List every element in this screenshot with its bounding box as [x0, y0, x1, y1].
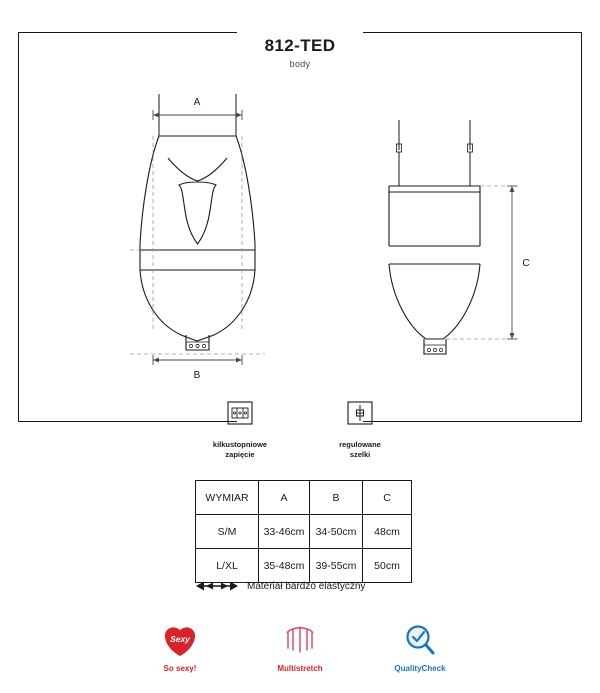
dimension-label-c: C	[522, 258, 530, 269]
table-header-cell: C	[363, 481, 412, 515]
table-cell-a: 35-48cm	[259, 549, 310, 583]
snap-closure-icon	[220, 398, 260, 432]
stretch-note	[196, 580, 365, 592]
table-header-cell: A	[259, 481, 310, 515]
table-cell-c: 48cm	[363, 515, 412, 549]
feature-label	[197, 440, 283, 460]
product-code: 812-TED	[264, 36, 336, 55]
table-cell-size: S/M	[196, 515, 259, 549]
adjustable-straps-icon	[340, 398, 380, 432]
product-type: body	[289, 59, 311, 69]
dimension-label-a: A	[193, 97, 201, 108]
badge-multistretch	[258, 622, 342, 673]
table-cell-a: 33-46cm	[259, 515, 310, 549]
feature-label-line1: regulowane	[339, 440, 381, 449]
table-cell-b: 34-50cm	[310, 515, 363, 549]
feature-label-line2: zapięcie	[225, 450, 255, 460]
table-header-row	[196, 481, 412, 515]
technical-drawings	[18, 32, 582, 422]
feature-snap-closure	[197, 398, 283, 460]
badge-label: QualityCheck	[394, 664, 446, 673]
badge-label: So sexy!	[163, 664, 197, 673]
badge-so-sexy	[138, 622, 222, 673]
table-header-cell: WYMIAR	[196, 481, 259, 515]
stretch-note-text: Materiał bardzo elastyczny	[247, 580, 366, 592]
feature-icons	[0, 398, 600, 460]
feature-label-line2: szelki	[349, 450, 371, 460]
feature-adjustable-straps	[317, 398, 403, 460]
dimension-label-b: B	[193, 370, 201, 381]
multistretch-icon	[282, 622, 318, 658]
feature-label-line1: kilkustopniowe	[212, 440, 268, 449]
feature-label	[317, 440, 403, 460]
table-cell-b: 39-55cm	[310, 549, 363, 583]
table-row	[196, 549, 412, 583]
svg-text:Sexy: Sexy	[170, 634, 190, 644]
size-table	[195, 480, 412, 583]
quality-check-icon	[402, 622, 438, 658]
table-cell-size: L/XL	[196, 549, 259, 583]
double-arrow-icon	[196, 580, 238, 592]
badge-quality-check	[378, 622, 462, 673]
badge-label: Multistretch	[277, 664, 323, 673]
table-row	[196, 515, 412, 549]
table-header-cell: B	[310, 481, 363, 515]
sexy-lips-icon	[162, 622, 198, 658]
badges-row	[0, 622, 600, 673]
table-cell-c: 50cm	[363, 549, 412, 583]
